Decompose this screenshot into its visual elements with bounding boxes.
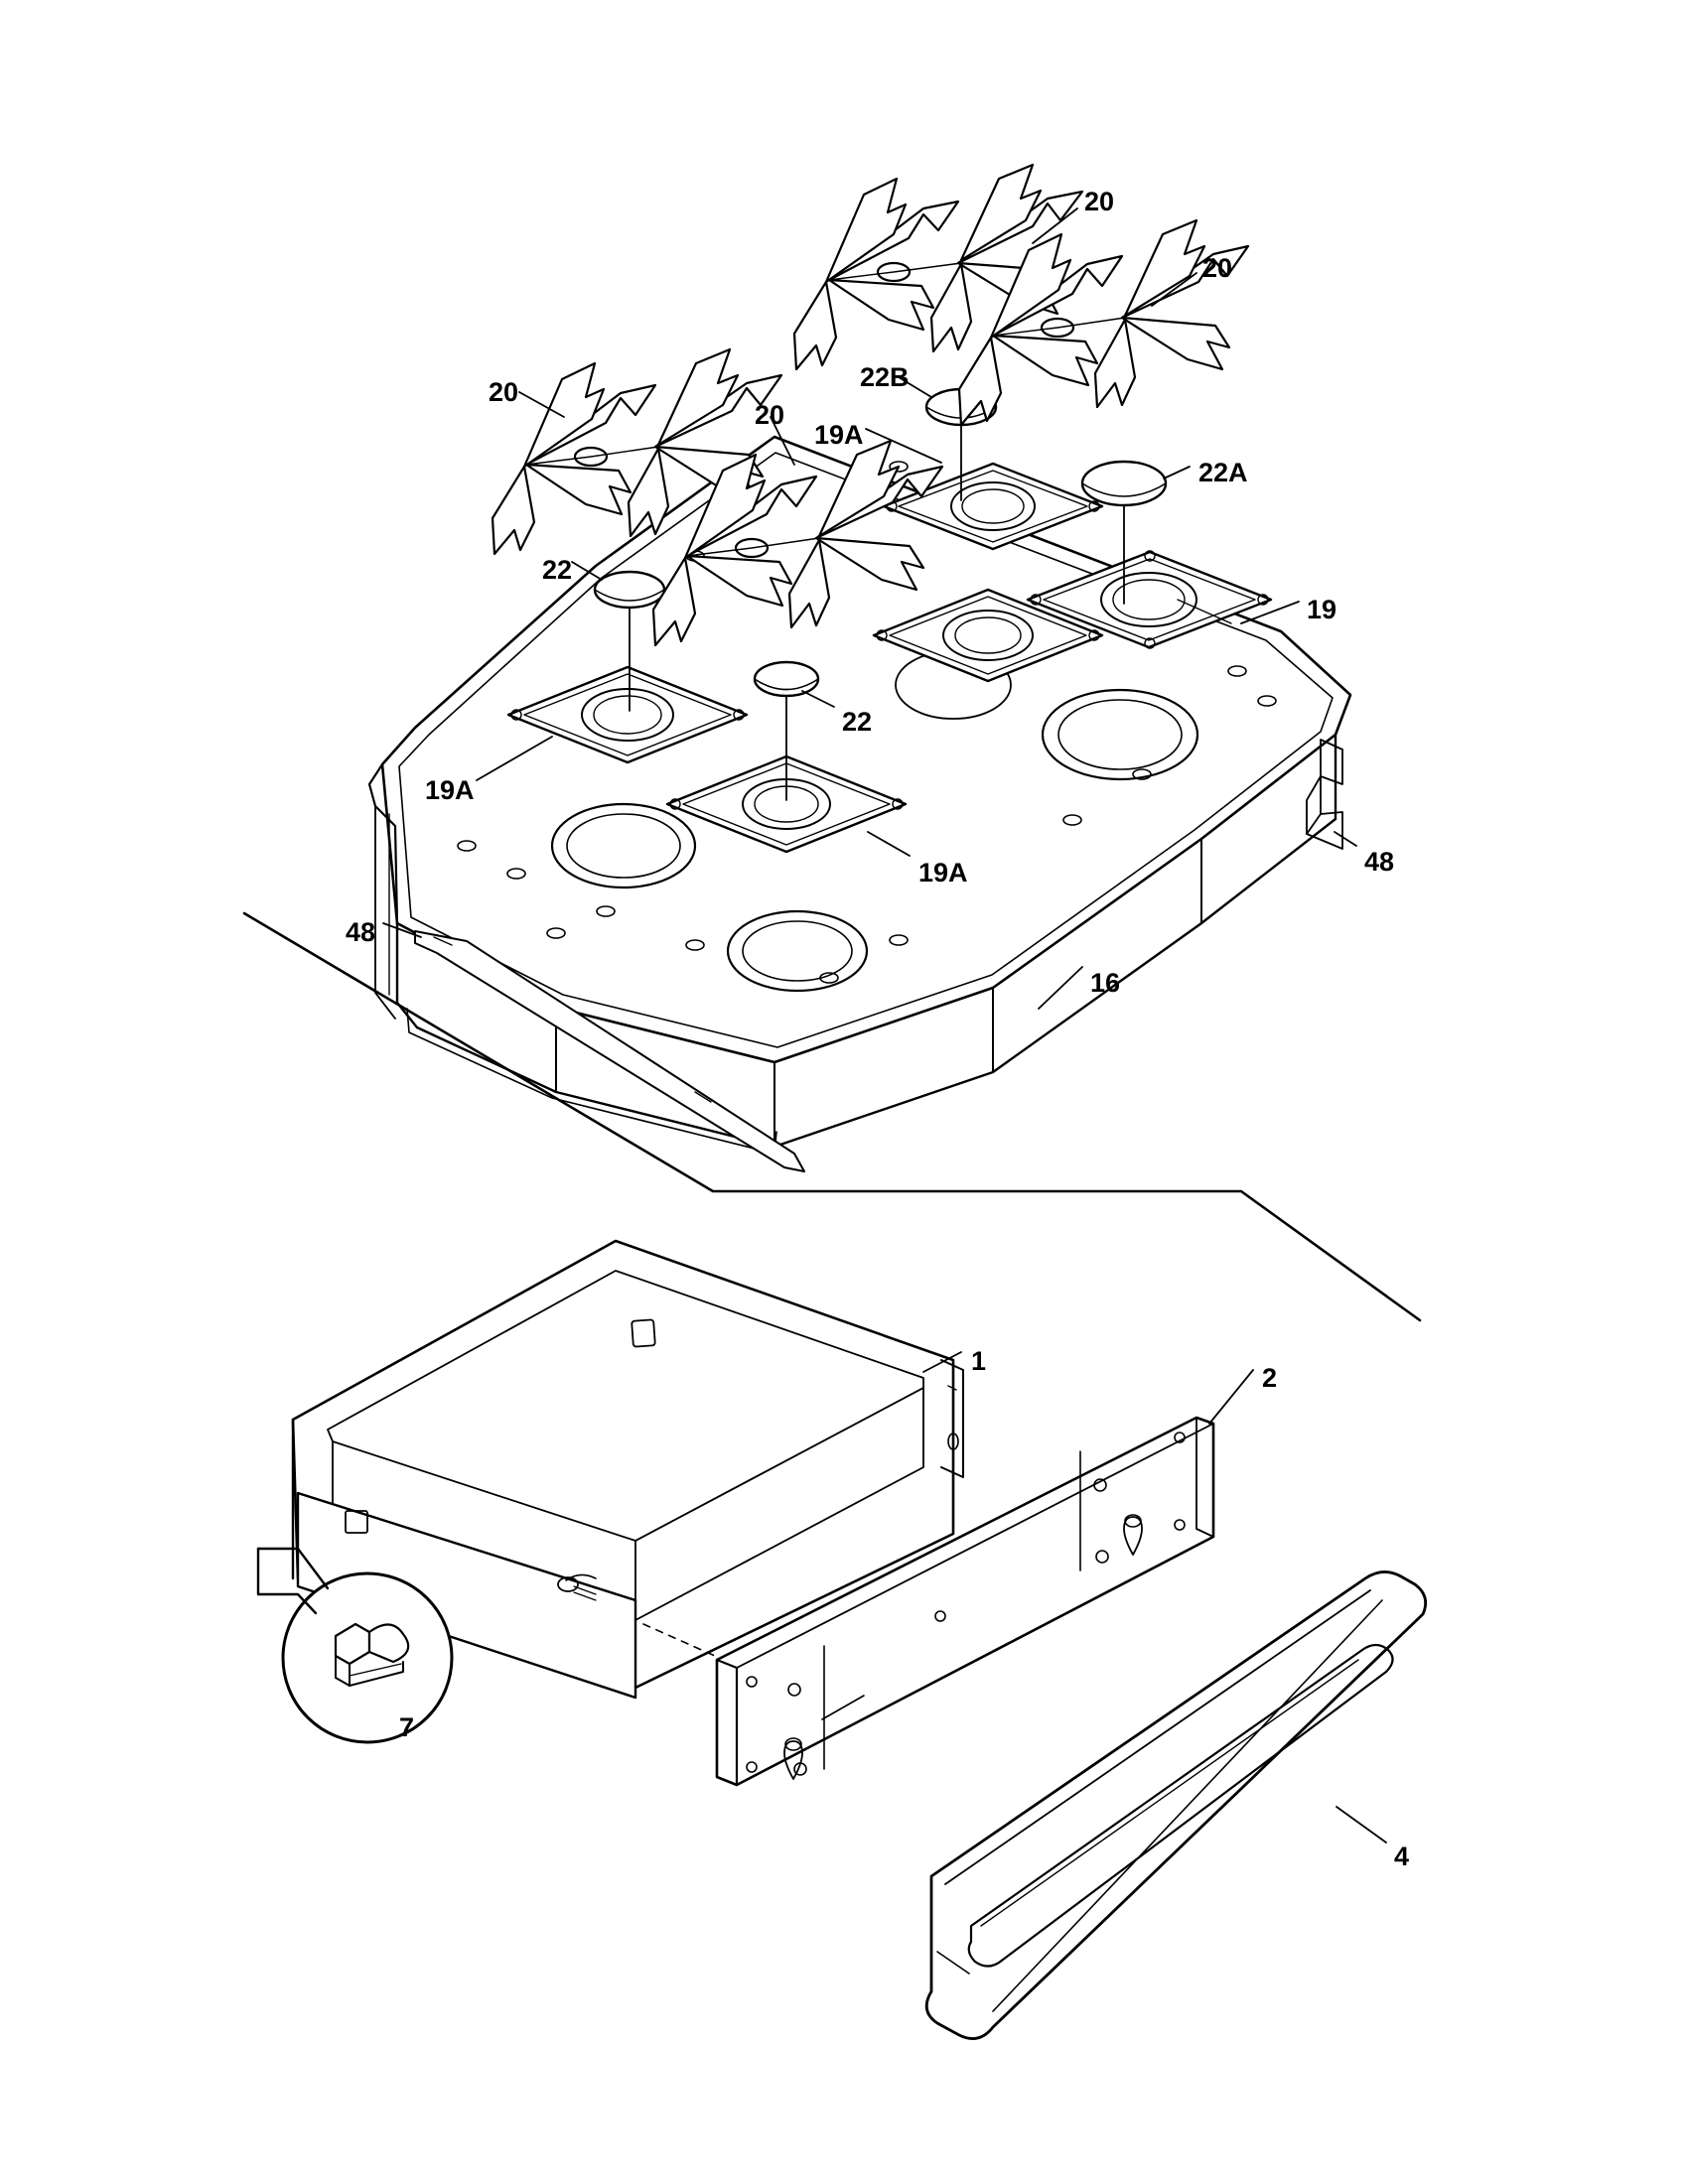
callout-20-a: 20 bbox=[1084, 187, 1115, 216]
callout-22a: 22A bbox=[1198, 458, 1248, 487]
burner-cap-22a bbox=[1082, 462, 1166, 505]
callout-4: 4 bbox=[1394, 1842, 1410, 1871]
callout-22-center: 22 bbox=[842, 707, 873, 737]
burner-cap-22-left bbox=[595, 572, 664, 608]
callout-20-d: 20 bbox=[755, 400, 785, 430]
burner-cap-22-center bbox=[755, 662, 818, 696]
callout-16: 16 bbox=[1090, 968, 1121, 998]
callout-48-right: 48 bbox=[1364, 847, 1395, 877]
burner-grate-20-b bbox=[959, 220, 1248, 425]
callout-20-c: 20 bbox=[489, 377, 519, 407]
callout-19a-left: 19A bbox=[425, 775, 475, 805]
callout-22-left: 22 bbox=[542, 555, 573, 585]
callout-1: 1 bbox=[971, 1346, 987, 1376]
callout-7: 7 bbox=[399, 1712, 415, 1742]
callout-22b: 22B bbox=[860, 362, 910, 392]
callout-20-b: 20 bbox=[1202, 253, 1233, 283]
callout-2: 2 bbox=[1262, 1363, 1278, 1393]
callout-48-left: 48 bbox=[346, 917, 376, 947]
callout-19: 19 bbox=[1307, 595, 1337, 624]
callout-19a-rear: 19A bbox=[814, 420, 864, 450]
callout-19a-front: 19A bbox=[918, 858, 968, 887]
